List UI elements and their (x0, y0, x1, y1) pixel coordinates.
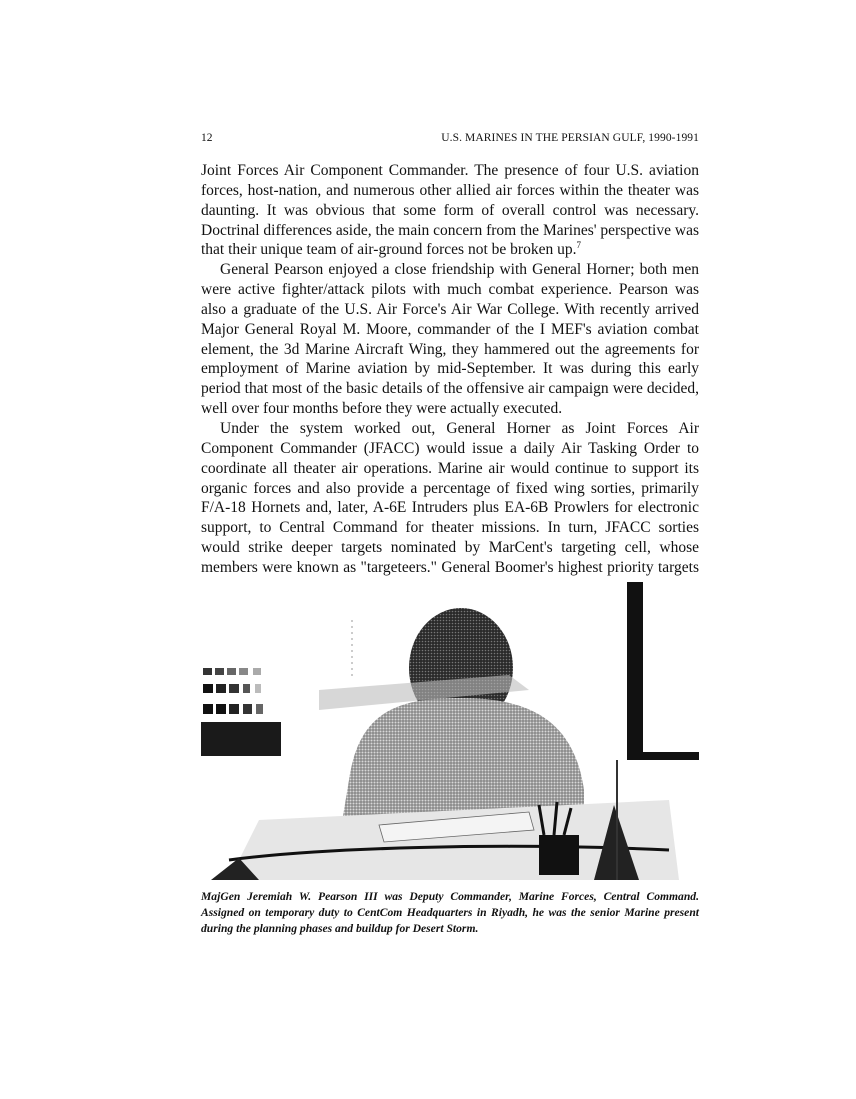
paragraph-text: General Pearson enjoyed a close friendship with General Horner; both men were active fighter/attack pilots with much combat experience. Pearson was also a graduate of the U.S. Air Force's Air War College. With recently arrived Major General Royal M. Moore, commander of the I MEF's aviation combat element, the 3d Marine Aircraft Wing, they hammered out the agreements for employment of Marine aviation by mid-September. It was during this early period that most of the basic details of the offensive air campaign were decided, well over four months before they were actually executed. (201, 261, 699, 418)
paragraph (201, 161, 699, 260)
body-text (201, 161, 699, 617)
photograph-pearson-at-desk (199, 580, 701, 880)
paragraph-text: Joint Forces Air Component Commander. The presence of four U.S. aviation forces, host-nation, and numerous other allied air forces within the theater was daunting. It was obvious that some form of overall control was necessary. Doctrinal differences aside, the main concern from the Marines' perspective was that their unique team of air-ground forces not be broken up. (201, 162, 699, 259)
footnote-marker: 7 (576, 240, 581, 251)
photo-caption: MajGen Jeremiah W. Pearson III was Deputy Commander, Marine Forces, Central Command. Assigned on temporary duty to CentCom Headquarters in Riyadh, he was the senior Marine present during the planning phases and buildup for Desert Storm. (201, 890, 699, 936)
paragraph-text: Under the system worked out, General Horner as Joint Forces Air Component Commander (JFACC) would issue a daily Air Tasking Order to coordinate all theater air operations. Marine air would continue to support its organic forces and also provide a percentage of fixed wing sorties, primarily F/A-18 Hornets and, later, A-6E Intruders plus EA-6B Prowlers for electronic support, to Central Command for theater missions. In turn, JFACC sorties would strike deeper targets nominated by MarCent's targeting cell, whose members were known as "targeteers." General Boomer's highest priority targets (201, 419, 699, 576)
running-head-title: U.S. MARINES IN THE PERSIAN GULF, 1990-1991 (441, 132, 699, 144)
paragraph (201, 260, 699, 419)
page-number: 12 (201, 132, 213, 144)
